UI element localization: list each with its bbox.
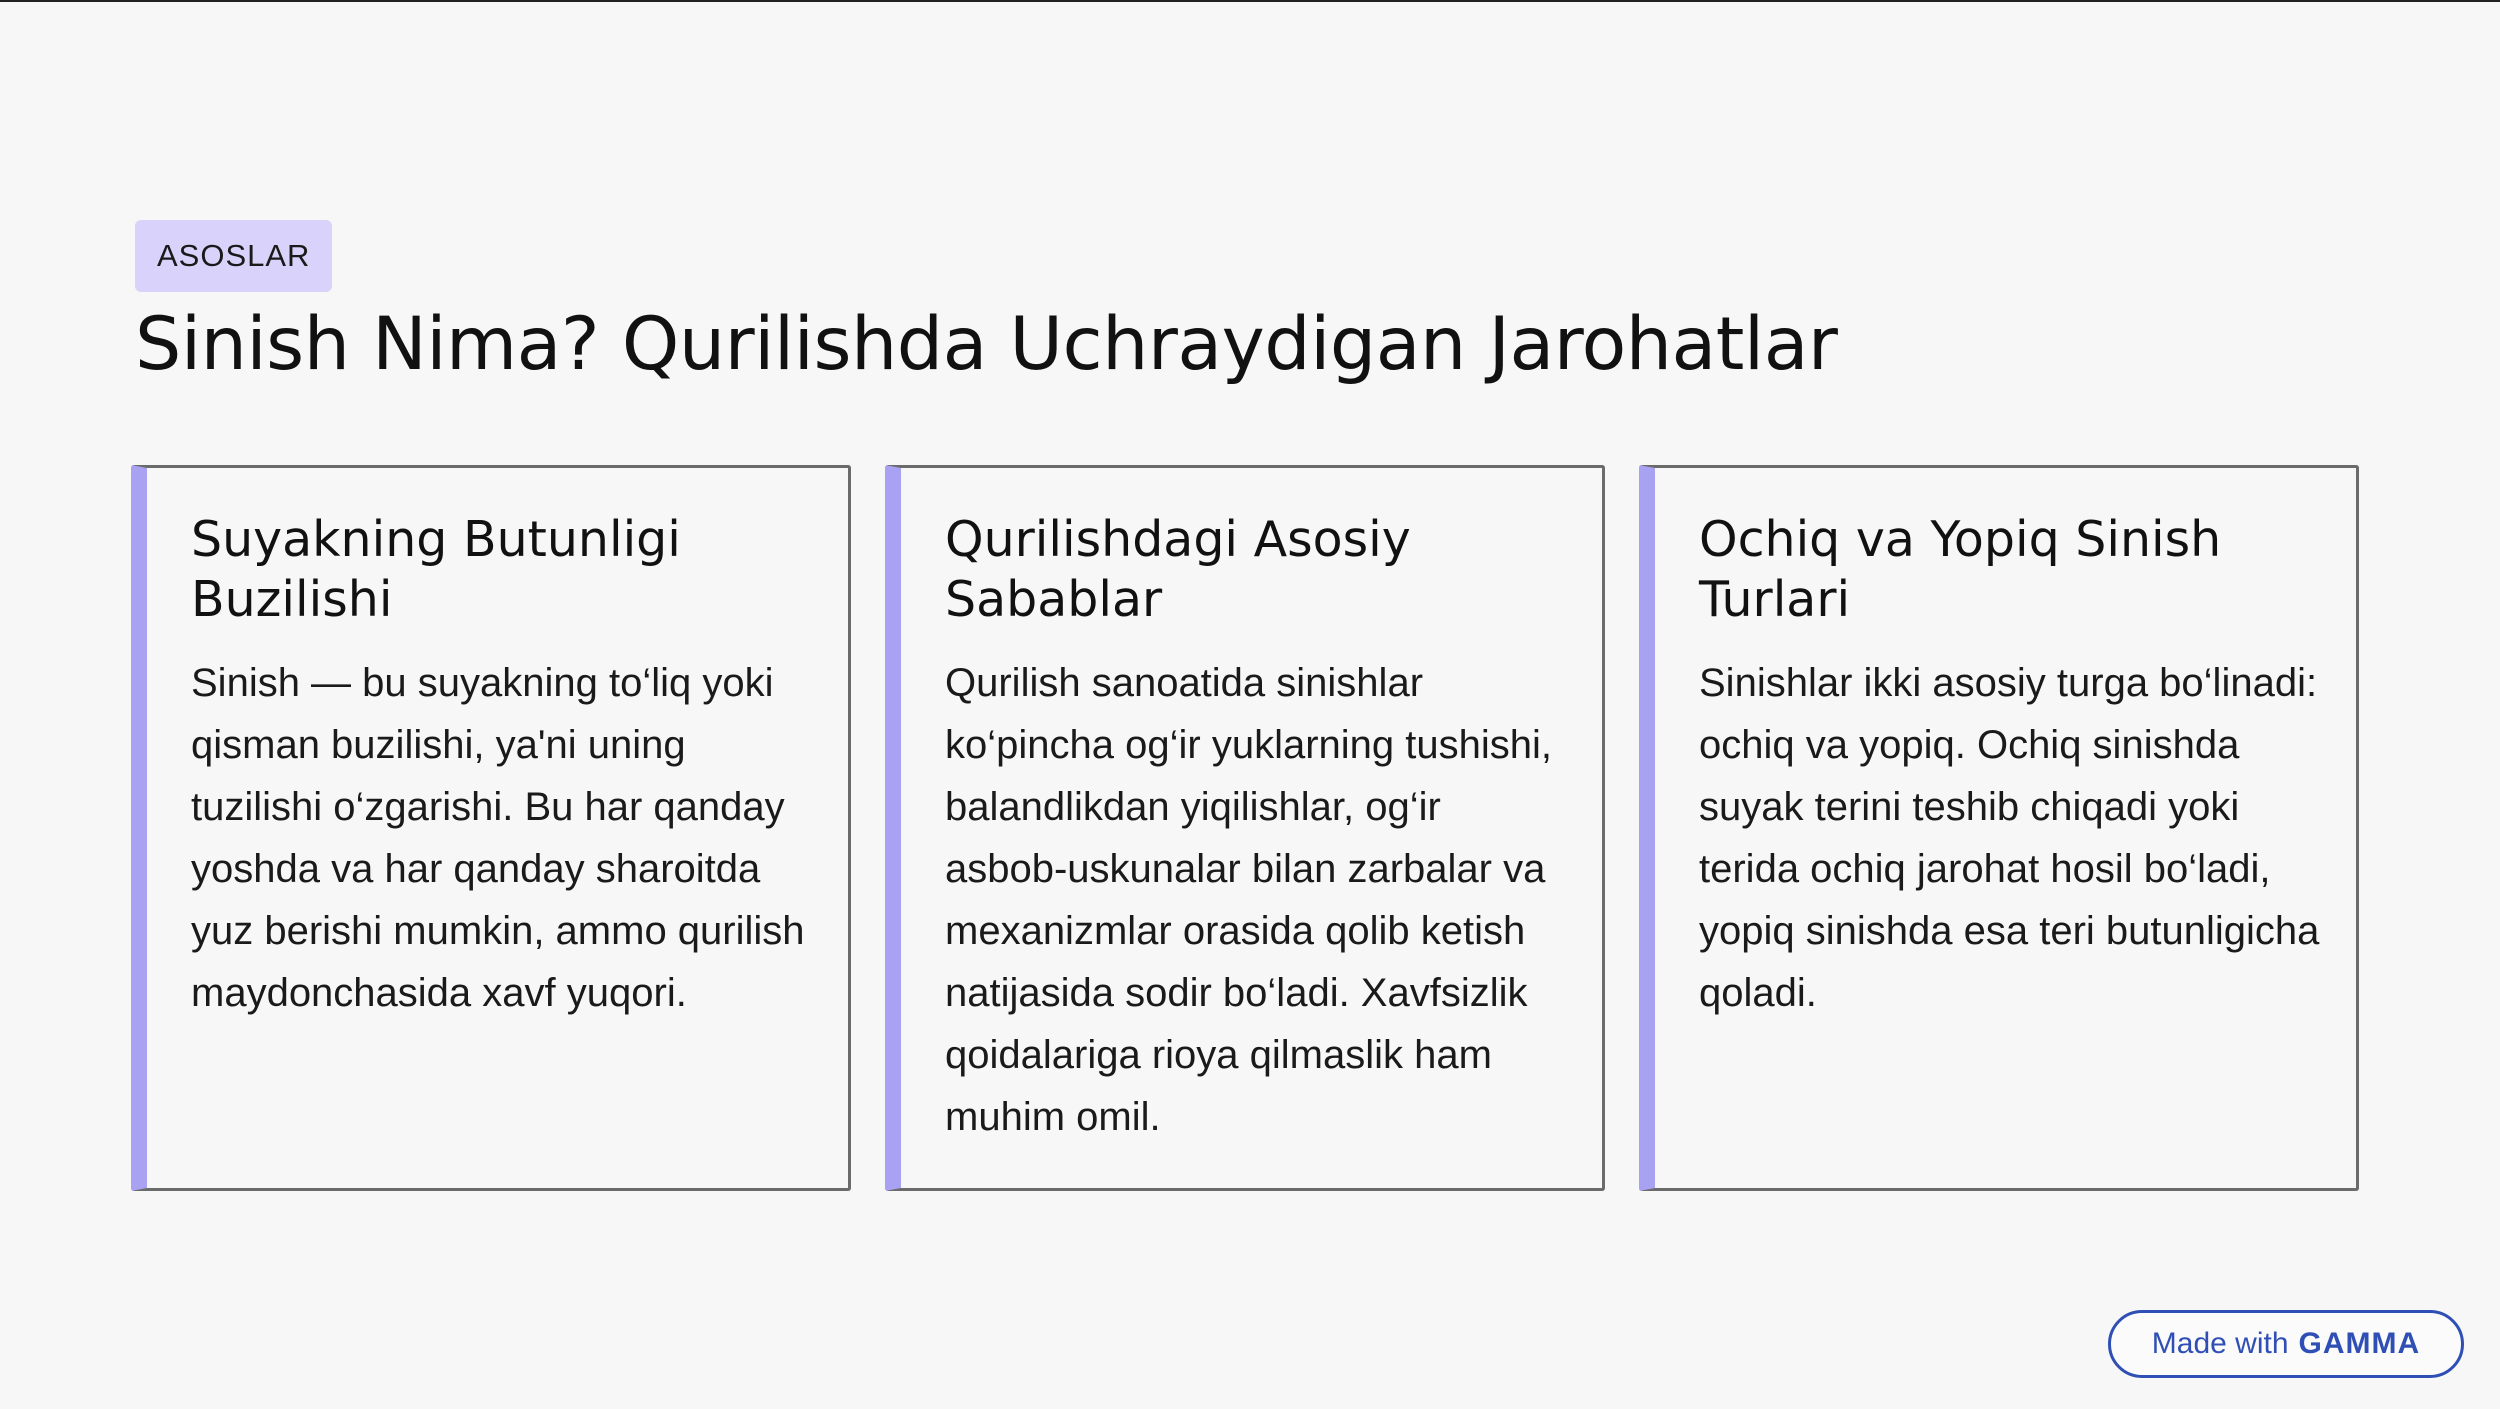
card-body: Sinishlar ikki asosiy turga bo‘linadi: ochiq va yopiq. Ochiq sinishda suyak terini teshib chiqadi yoki terida ochiq jarohat hosil bo‘ladi, yopiq sinishda esa teri butunligicha qoladi.	[1699, 661, 2320, 1015]
slide-title: Sinish Nima? Qurilishda Uchraydigan Jarohatlar	[135, 302, 1838, 387]
card-row	[131, 465, 2359, 1191]
gamma-logo: GAMMA	[2298, 1327, 2421, 1360]
made-with-gamma-badge[interactable]	[2108, 1310, 2464, 1378]
badge-prefix: Made with	[2151, 1327, 2289, 1360]
card-body: Qurilish sanoatida sinishlar ko‘pincha og‘ir yuklarning tushishi, balandlikdan yiqilishlar, og‘ir asbob-uskunalar bilan zarbalar va mexanizmlar orasida qolib ketish natijasida sodir bo‘ladi. Xavfsizlik qoidalariga rioya qilmaslik ham muhim omil.	[945, 661, 1552, 1139]
card-title: Qurilishdagi Asosiy Sabablar	[945, 511, 1411, 628]
card-title: Ochiq va Yopiq Sinish Turlari	[1699, 511, 2222, 628]
card-body: Sinish — bu suyakning to‘liq yoki qisman buzilishi, ya'ni uning tuzilishi o‘zgarishi. Bu har qanday yoshda va har qanday sharoitda yuz berishi mumkin, ammo qurilish maydonchasida xavf yuqori.	[191, 661, 805, 1015]
card-construction-causes	[885, 465, 1605, 1191]
section-tag: ASOSLAR	[135, 220, 332, 292]
card-title: Suyakning Butunligi Buzilishi	[191, 511, 681, 628]
card-bone-integrity	[131, 465, 851, 1191]
card-fracture-types	[1639, 465, 2359, 1191]
